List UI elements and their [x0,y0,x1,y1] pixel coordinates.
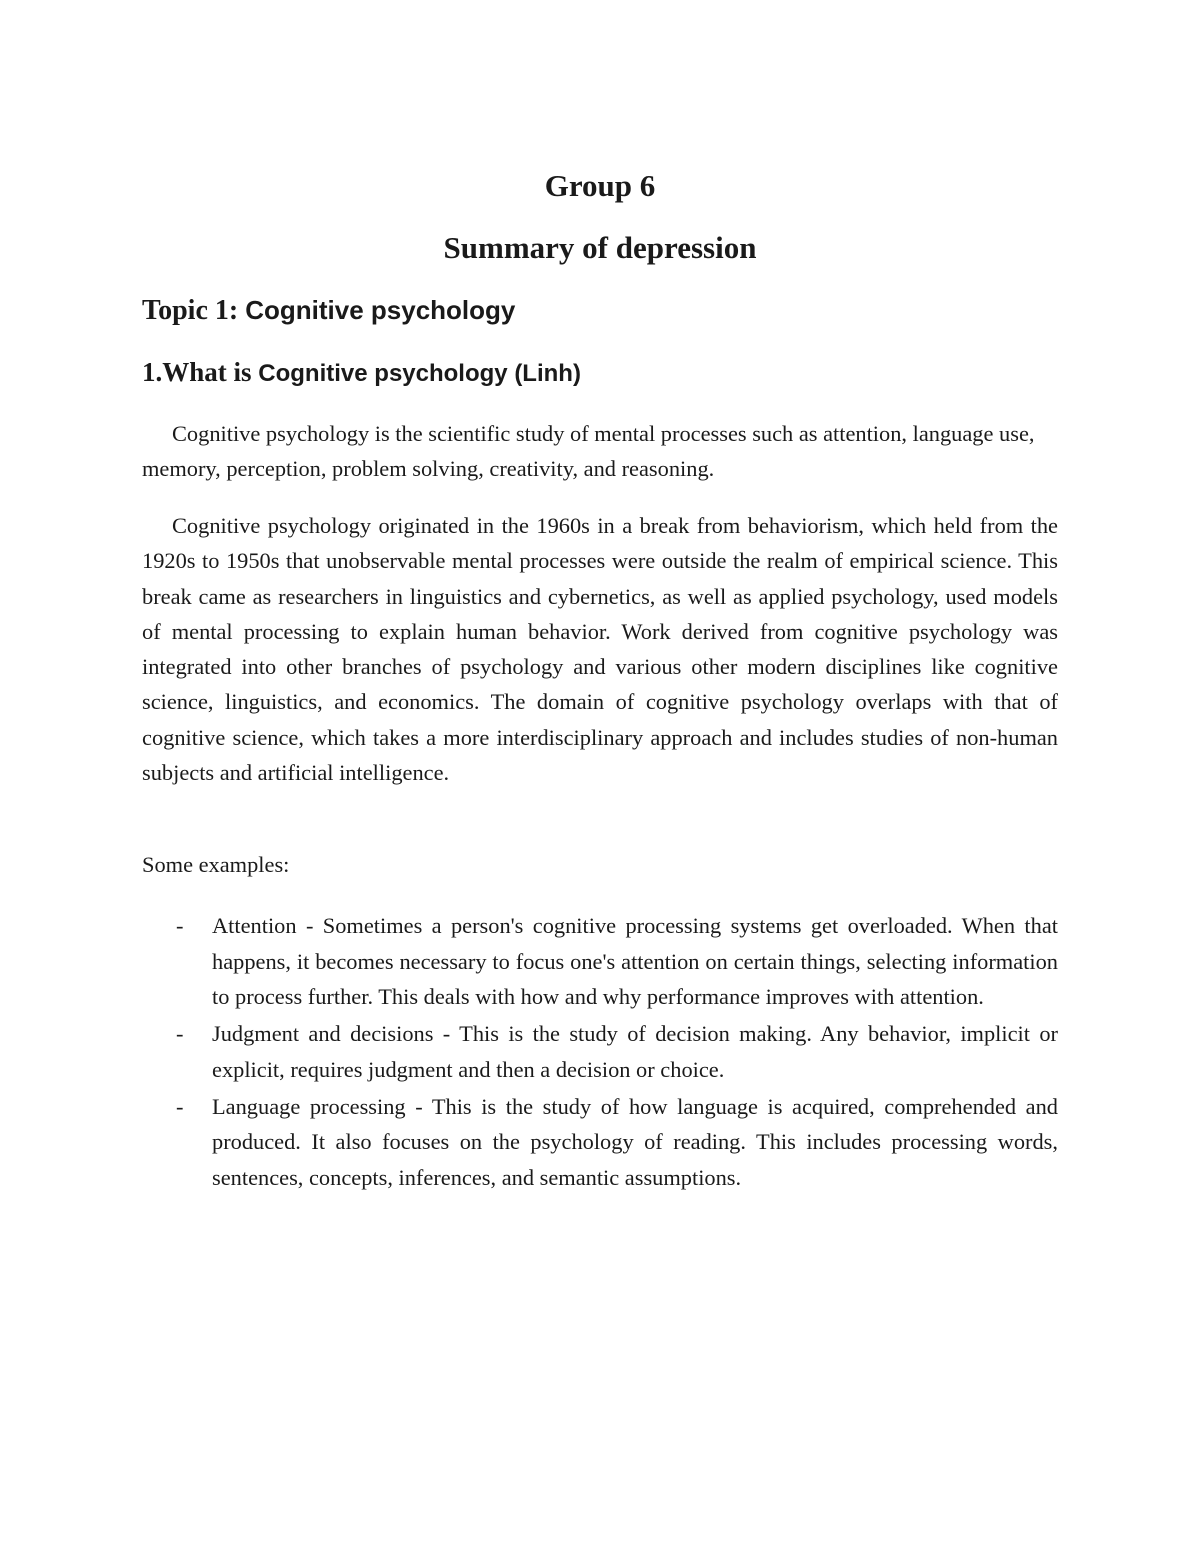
bullet-dash: - [176,913,184,938]
paragraph-definition: Cognitive psychology is the scientific study of mental processes such as attention, language use, memory, perception, problem solving, creativity, and reasoning. [142,421,1035,482]
topic-name: Cognitive psychology [245,295,516,325]
bullet-dash: - [176,1093,184,1119]
group-title: Group 6 [544,168,656,203]
topic-prefix: Topic 1: [142,295,246,326]
examples-label: Some examples: [142,852,290,877]
examples-list [142,908,1058,1197]
paragraph-history: Cognitive psychology originated in the 1960s in a break from behaviorism, which held from the 1920s to 1950s that unobservable mental processes were outside the realm of empirical science. This break came as researchers in linguistics and cybernetics, as well as applied psychology, used models of mental processing to explain human behavior. Work derived from cognitive psychology was integrated into other branches of psychology and various other modern disciplines like cognitive science, linguistics, and economics. The domain of cognitive psychology overlaps with that of cognitive science, which takes a more interdisciplinary approach and includes studies of non-human subjects and artificial intelligence. [142,513,1058,786]
topic-heading [142,292,515,329]
summary-title: Summary of depression [443,230,757,265]
example-language: Language processing - This is the study of how language is acquired, comprehended and produced. It also focuses on the psychology of reading. This includes processing words, sentences, concepts, inferences, and semantic assumptions. [212,1093,1058,1190]
section-title: Cognitive psychology (Linh) [258,360,581,387]
list-item [142,1016,1058,1087]
example-attention: Attention - Sometimes a person's cognitive processing systems get overloaded. When that happens, it becomes necessary to focus one's attention on certain things, selecting information to process further. This deals with how and why performance improves with attention. [212,913,1058,1010]
section-heading [142,354,581,392]
section-number: 1.What is [142,357,259,387]
example-judgment: Judgment and decisions - This is the study of decision making. Any behavior, implicit or explicit, requires judgment and then a decision or choice. [212,1021,1058,1082]
list-item [142,908,1058,1015]
list-item [142,1089,1058,1196]
bullet-dash: - [176,1021,184,1047]
